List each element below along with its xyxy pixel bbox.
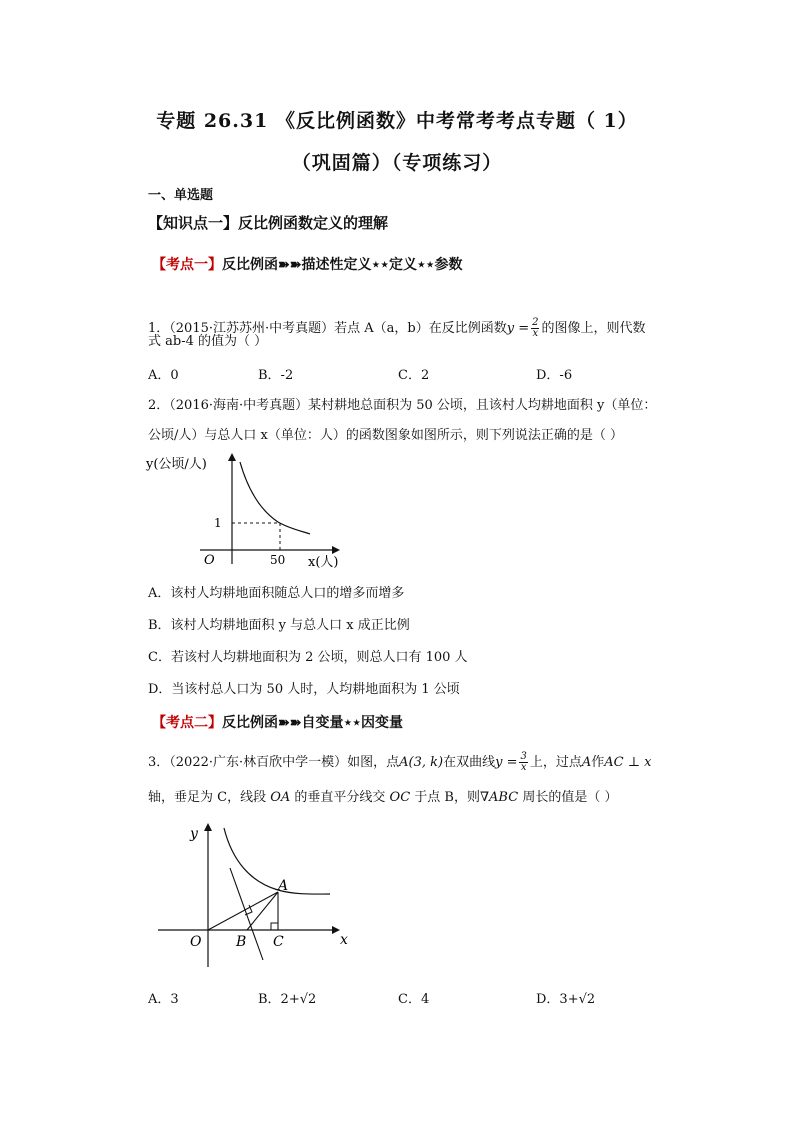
q2-option-d: D．当该村总人口为 50 人时，人均耕地面积为 1 公顷: [148, 682, 460, 697]
kaodian-1-heading: [152, 254, 463, 274]
q3-x-arrow: [332, 926, 340, 934]
q3-option-a: A．3: [148, 992, 179, 1007]
question-2-line-2: 公顷/人）与总人口 x（单位：人）的函数图象如图所示，则下列说法正确的是（ ）: [148, 428, 623, 443]
q3-label-o: O: [190, 934, 202, 950]
q2-tick-y: 1: [214, 516, 222, 530]
q3-segment-oa: [208, 892, 278, 930]
q3-text-mid: 在双曲线: [443, 755, 496, 770]
page-title: 专题 26.31 《反比例函数》中考常考考点专题（ 1）: [156, 110, 638, 132]
q3-option-c: C．4: [398, 992, 430, 1007]
q2-ylabel: y(公顷/人): [146, 457, 207, 472]
q3-option-d: D．3+√2: [536, 992, 596, 1007]
page-subtitle: （巩固篇）（专项练习）: [291, 152, 503, 174]
q3-text-post: 上，过点: [529, 755, 582, 770]
q3-fraction: [519, 752, 527, 773]
q3-line2-a: 轴，垂足为 C，线段: [148, 790, 271, 805]
q2-y-arrow: [228, 453, 236, 461]
q1-frac-num: 2: [532, 317, 539, 328]
q3-label-y: y: [190, 826, 198, 842]
q3-oa: OA: [270, 790, 291, 805]
knowledge-point-heading: 【知识点一】反比例函数定义的理解: [148, 214, 389, 232]
kaodian-2-tag: 【考点二】: [152, 715, 222, 731]
kaodian-2-heading: [152, 712, 403, 732]
q1-fraction: [531, 318, 539, 339]
question-2-line-1: 2．（2016·海南·中考真题）某村耕地总面积为 50 公顷，且该村人均耕地面积 y（单位：: [148, 398, 657, 413]
q1-y-eq: y =: [506, 321, 530, 336]
q2-x-arrow: [332, 546, 340, 554]
q3-label-c: C: [273, 934, 284, 950]
q1-frac-den: x: [532, 328, 539, 339]
kaodian-2-text: 反比例函➽➽自变量⋆⋆因变量: [222, 715, 403, 731]
q1-text-post: 的图像上，则代数: [541, 321, 646, 336]
q1-text-pre: 1．（2015·江苏苏州·中考真题）若点 A（a，b）在反比例函数: [148, 321, 507, 336]
q3-label-a: A: [278, 878, 289, 894]
question-1-line-2: 式 ab-4 的值为（ ）: [148, 334, 268, 349]
q3-frac-num: 3: [520, 751, 527, 762]
q2-origin: O: [204, 553, 215, 568]
q1-option-c: C．2: [398, 368, 430, 383]
q3-oc: OC: [389, 790, 411, 805]
q3-label-b: B: [236, 934, 247, 950]
q3-frac-den: x: [520, 762, 527, 773]
q3-line2-d: 周长的值是（ ）: [518, 790, 618, 805]
q1-option-d: D．-6: [536, 368, 573, 383]
q3-line2-b: 的垂直平分线交: [290, 790, 390, 805]
question-3-line-1: [148, 752, 708, 773]
q3-a: A: [581, 755, 592, 770]
q2-tick-x: 50: [270, 553, 286, 567]
section-heading: 一、单选题: [148, 188, 214, 203]
kaodian-1-text: 反比例函➽➽描述性定义⋆⋆定义⋆⋆参数: [222, 257, 463, 273]
q3-y-arrow: [204, 823, 212, 831]
q2-option-a: A．该村人均耕地面积随总人口的增多而增多: [148, 586, 405, 601]
q3-line2-c: 于点 B，则: [410, 790, 480, 805]
q3-graph: [150, 820, 360, 970]
question-3-line-2: [148, 788, 617, 808]
q2-option-c: C．若该村人均耕地面积为 2 公顷，则总人口有 100 人: [148, 650, 468, 665]
q3-hyperbola: [224, 828, 330, 894]
q3-perp: AC ⊥ x: [604, 755, 652, 770]
q2-graph: [140, 450, 380, 580]
q3-point: A(3, k): [399, 755, 444, 770]
q3-y-eq: y =: [495, 755, 518, 770]
q3-option-b: B．2+√2: [258, 992, 317, 1007]
q2-xlabel: x(人): [308, 555, 339, 570]
q3-triangle: ∇ABC: [479, 790, 519, 805]
q1-option-b: B．-2: [258, 368, 294, 383]
q2-option-b: B．该村人均耕地面积 y 与总人口 x 成正比例: [148, 618, 410, 633]
q3-zuo: 作: [591, 755, 605, 770]
kaodian-1-tag: 【考点一】: [152, 257, 222, 273]
q3-right-angle-c: [271, 923, 278, 930]
q3-text-pre: 3．（2022·广东·林百欣中学一模）如图，点: [148, 755, 400, 770]
q1-option-a: A．0: [148, 368, 179, 383]
q3-label-x: x: [340, 932, 348, 948]
